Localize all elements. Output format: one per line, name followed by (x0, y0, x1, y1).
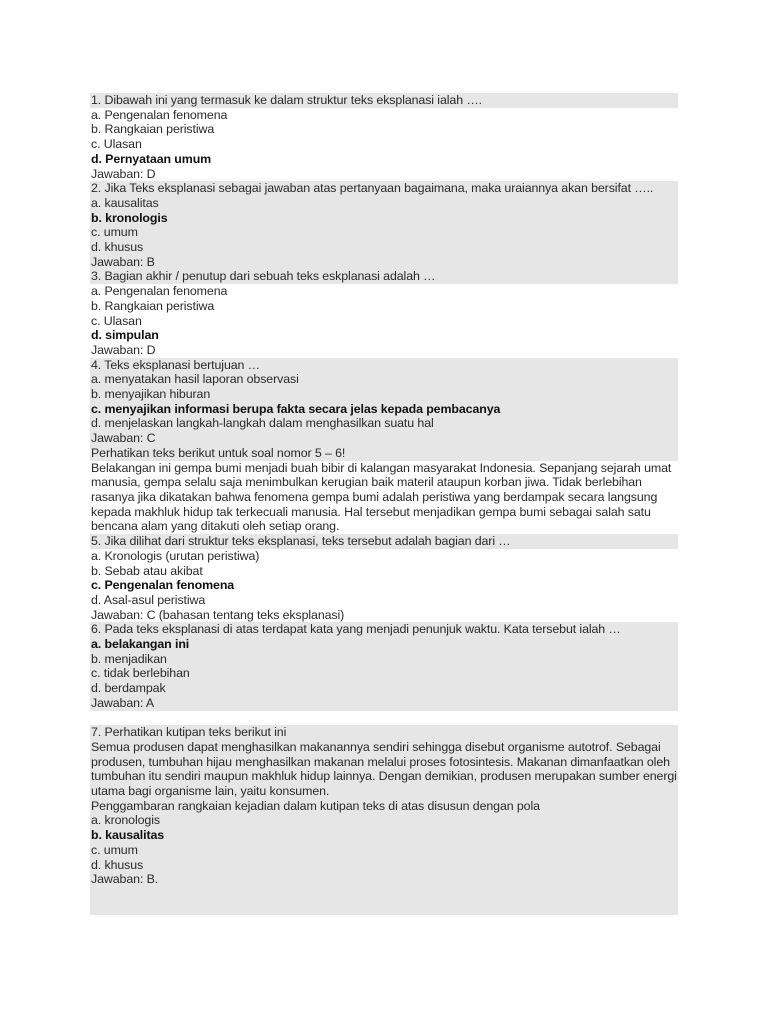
option-d: d. menjelaskan langkah-langkah dalam menghasilkan suatu hal (91, 416, 434, 431)
answer: Jawaban: C (bahasan tentang teks eksplanasi) (91, 607, 345, 622)
option-a: a. Kronologis (urutan peristiwa) (91, 548, 260, 563)
question-text: 7. Perhatikan kutipan teks berikut ini (91, 725, 287, 740)
question-4 (90, 358, 678, 446)
option-b: b. Sebab atau akibat (91, 563, 203, 578)
option-c-correct: c. Pengenalan fenomena (91, 578, 235, 593)
option-c: c. umum (91, 225, 138, 240)
question-7 (90, 725, 678, 915)
question-3 (90, 269, 678, 357)
question-5 (90, 446, 678, 622)
option-a: a. kronologis (91, 813, 160, 828)
option-a-correct: a. belakangan ini (91, 637, 190, 652)
option-b: b. Rangkaian peristiwa (91, 122, 215, 137)
option-b-correct: b. kronologis (91, 210, 168, 225)
passage-text: Belakangan ini gempa bumi menjadi buah bibir di kalangan masyarakat Indonesia. Sepanjang sejarah umat manusia, gempa selalu saja menimbulkan kerugian baik materil ataupun korban jiwa. Tidak berlebihan rasanya jika dikatakan bahwa fenomena gempa bumi adalah peristiwa yang berdampak secara langsung kepada makhluk hidup tak terkecuali manusia. Hal tersebut menjadikan gempa bumi sebagai salah satu bencana alam yang ditakuti oleh setiap orang. (91, 460, 672, 534)
option-c: c. Ulasan (91, 313, 142, 328)
option-d: d. khusus (91, 240, 144, 255)
option-a: a. Pengenalan fenomena (91, 107, 228, 122)
passage-text: Semua produsen dapat menghasilkan makanannya sendiri sehingga disebut organisme autotrof. Sebagai produsen, tumbuhan hijau menghasilkan makanan melalui proses fotosintesis. Makanan dimanfaatkan oleh tumbuhan itu sendiri maupun makhluk hidup lainnya. Dengan demikian, produsen merupakan sumber energi utama bagi organisme lain, yaitu konsumen. (91, 739, 677, 799)
option-a: a. menyatakan hasil laporan observasi (91, 372, 299, 387)
passage-intro: Perhatikan teks berikut untuk soal nomor 5 – 6! (90, 446, 678, 461)
answer: Jawaban: B (91, 254, 155, 269)
question-1 (90, 93, 678, 181)
option-b: b. menyajikan hiburan (91, 387, 211, 402)
question-text: 5. Jika dilihat dari struktur teks eksplanasi, teks tersebut adalah bagian dari … (90, 534, 678, 549)
shaded-tail (90, 887, 678, 915)
answer: Jawaban: A (91, 695, 155, 710)
option-c-correct: c. menyajikan informasi berupa fakta secara jelas kepada pembacanya (91, 401, 501, 416)
spacer (90, 711, 678, 726)
question-text: 1. Dibawah ini yang termasuk ke dalam struktur teks eksplanasi ialah …. (90, 93, 678, 108)
option-d-correct: d. simpulan (91, 328, 159, 343)
answer: Jawaban: D (91, 166, 156, 181)
question-text: 6. Pada teks eksplanasi di atas terdapat kata yang menjadi penunjuk waktu. Kata tersebut ialah … (91, 622, 621, 637)
question-2 (90, 181, 678, 269)
option-b-correct: b. kausalitas (91, 828, 165, 843)
option-c: c. tidak berlebihan (91, 666, 190, 681)
option-b: b. menjadikan (91, 651, 167, 666)
question-text: 2. Jika Teks eksplanasi sebagai jawaban atas pertanyaan bagaimana, maka uraiannya akan bersifat ….. (91, 181, 654, 196)
document-body (90, 93, 678, 915)
option-d: d. khusus (91, 857, 144, 872)
answer: Jawaban: B. (91, 872, 159, 887)
option-c: c. umum (91, 842, 138, 857)
answer: Jawaban: D (91, 342, 156, 357)
option-b: b. Rangkaian peristiwa (91, 298, 215, 313)
option-a: a. Pengenalan fenomena (91, 284, 228, 299)
option-a: a. kausalitas (91, 195, 159, 210)
option-d-correct: d. Pernyataan umum (91, 151, 212, 166)
option-d: d. Asal-asul peristiwa (91, 592, 206, 607)
option-c: c. Ulasan (91, 137, 142, 152)
question-text: 4. Teks eksplanasi bertujuan … (91, 357, 260, 372)
question-6 (90, 622, 678, 710)
option-d: d. berdampak (91, 681, 166, 696)
answer: Jawaban: C (91, 431, 156, 446)
question-prompt: Penggambaran rangkaian kejadian dalam kutipan teks di atas disusun dengan pola (91, 798, 540, 813)
question-text: 3. Bagian akhir / penutup dari sebuah teks eskplanasi adalah … (90, 269, 678, 284)
